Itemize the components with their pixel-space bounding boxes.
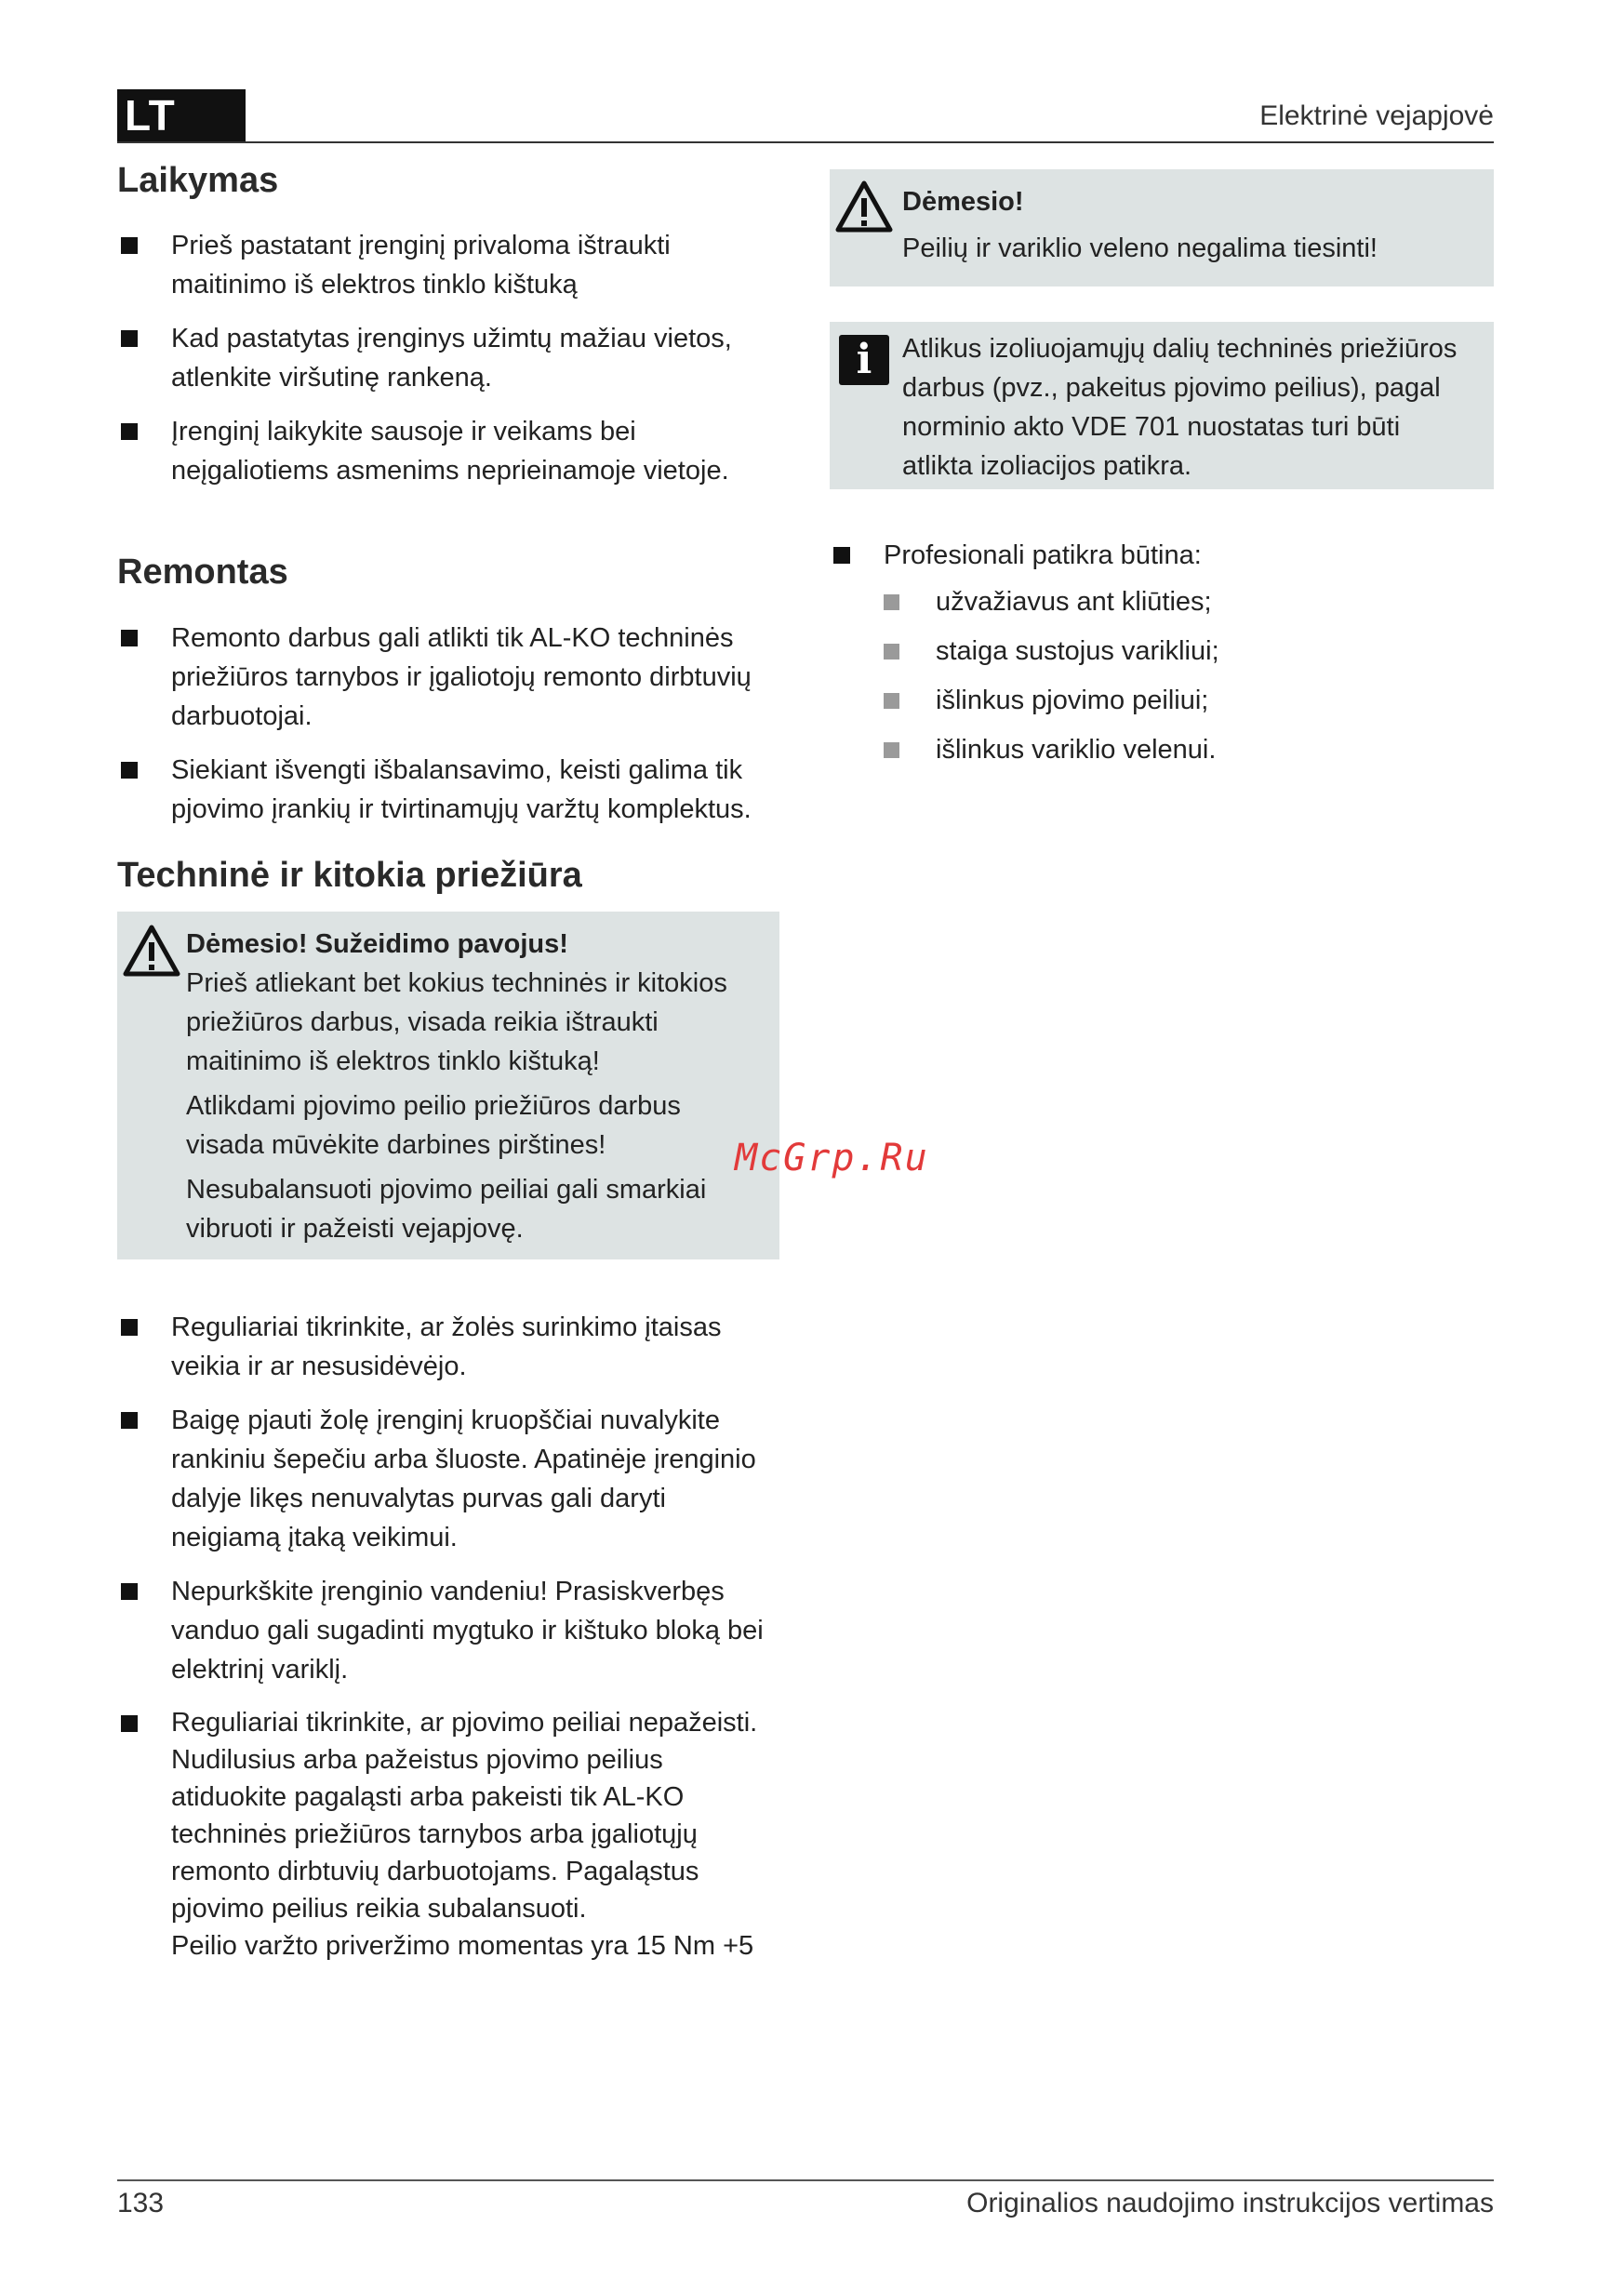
bullet-square-icon <box>121 1715 138 1732</box>
list-item: Remonto darbus gali atlikti tik AL-KO techninės priežiūros tarnybos ir įgaliotojų remonto dirbtuvių darbuotojai. <box>117 619 779 736</box>
page-number: 133 <box>117 2188 165 2218</box>
sublist-item: išlinkus pjovimo peiliui; <box>884 681 1494 720</box>
warning-paragraph: Atlikdami pjovimo peilio priežiūros darbus visada mūvėkite darbines pirštines! <box>186 1091 681 1161</box>
info-text: Atlikus izoliuojamųjų dalių techninės priežiūros darbus (pvz., pakeitus pjovimo peilius), pagal norminio akto VDE 701 nuostatas turi būti atlikta izoliacijos patikra. <box>902 334 1458 481</box>
section-heading-prieziura: Techninė ir kitokia priežiūra <box>117 855 582 895</box>
list-item: Reguliariai tikrinkite, ar žolės surinkimo įtaisas veikia ir ar nesusidėvėjo. <box>117 1308 779 1386</box>
list-item: Siekiant išvengti išbalansavimo, keisti galima tik pjovimo įrankių ir tvirtinamųjų varžtų komplektus. <box>117 751 779 829</box>
caution-text: Peilių ir variklio veleno negalima tiesinti! <box>902 233 1378 263</box>
remontas-list <box>117 619 779 829</box>
bullet-square-icon <box>121 1583 138 1600</box>
list-item: Profesionali patikra būtina: užvažiavus ant kliūties; staiga sustojus varikliui; išlinkus pjovimo peiliui; išlinkus variklio velenui. <box>830 536 1494 769</box>
caution-box <box>830 169 1494 286</box>
list-item: Kad pastatytas įrenginys užimtų mažiau vietos, atlenkite viršutinę rankeną. <box>117 319 779 397</box>
laikymas-list <box>117 226 779 490</box>
list-item: Įrenginį laikykite sausoje ir veikams bei neįgaliotiems asmenims neprieinamoje vietoje. <box>117 412 779 490</box>
info-box <box>830 322 1494 489</box>
bullet-square-icon <box>121 237 138 254</box>
info-icon: i <box>839 335 889 385</box>
header-divider <box>117 141 1494 143</box>
bullet-square-gray-icon <box>884 742 899 758</box>
professional-check-list <box>830 536 1494 769</box>
bullet-square-icon <box>121 630 138 646</box>
bullet-square-icon <box>833 547 850 564</box>
right-column <box>830 169 1494 784</box>
section-heading-laikymas: Laikymas <box>117 161 279 200</box>
bullet-square-gray-icon <box>884 693 899 709</box>
injury-warning-box <box>117 912 779 1259</box>
sublist-item: užvažiavus ant kliūties; <box>884 582 1494 621</box>
footer-title: Originalios naudojimo instrukcijos vertimas <box>966 2188 1494 2218</box>
language-badge: LT <box>117 89 246 141</box>
warning-triangle-icon <box>835 180 893 233</box>
sublist-item: išlinkus variklio velenui. <box>884 730 1494 769</box>
left-column <box>117 158 779 1979</box>
header-title: Elektrinė vejapjovė <box>1259 100 1494 131</box>
list-item: Baigę pjauti žolę įrenginį kruopščiai nuvalykite rankiniu šepečiu arba šluoste. Apatinėje įrenginio dalyje likęs nenuvalytas purvas gali daryti neigiamą įtaką veikimui. <box>117 1401 779 1557</box>
sublist-item: staiga sustojus varikliui; <box>884 632 1494 671</box>
footer-divider <box>117 2179 1494 2181</box>
prieziura-list <box>117 1308 779 1965</box>
bullet-square-icon <box>121 330 138 347</box>
warning-triangle-icon <box>123 925 180 977</box>
bullet-square-icon <box>121 423 138 440</box>
bullet-square-gray-icon <box>884 594 899 610</box>
bullet-square-icon <box>121 762 138 779</box>
bullet-square-icon <box>121 1319 138 1336</box>
warning-title: Dėmesio! Sužeidimo pavojus! <box>186 929 568 960</box>
caution-title: Dėmesio! <box>902 187 1024 217</box>
check-sublist <box>884 582 1494 769</box>
list-item: Prieš pastatant įrenginį privaloma ištraukti maitinimo iš elektros tinklo kištuką <box>117 226 779 304</box>
section-heading-remontas: Remontas <box>117 553 288 593</box>
bullet-square-icon <box>121 1412 138 1429</box>
watermark: McGrp.Ru <box>735 1137 929 1179</box>
bullet-square-gray-icon <box>884 644 899 659</box>
list-item: Nepurkškite įrenginio vandeniu! Prasiskverbęs vanduo gali sugadinti mygtuko ir kištuko bloką bei elektrinį variklį. <box>117 1572 779 1689</box>
warning-paragraph: Nesubalansuoti pjovimo peiliai gali smarkiai vibruoti ir pažeisti vejapjovę. <box>186 1175 707 1245</box>
warning-paragraph: Prieš atliekant bet kokius techninės ir kitokios priežiūros darbus, visada reikia ištraukti maitinimo iš elektros tinklo kištuką! <box>186 968 727 1077</box>
list-item: Reguliariai tikrinkite, ar pjovimo peiliai nepažeisti. Nudilusius arba pažeistus pjovimo peilius atiduokite pagaląsti arba pakeisti tik AL-KO techninės priežiūros tarnybos arba įgaliotųjų remonto dirbtuvių darbuotojams. Pagaląstus pjovimo peilius reikia subalansuoti. Peilio varžto priveržimo momentas yra 15 Nm +5 <box>117 1704 779 1965</box>
